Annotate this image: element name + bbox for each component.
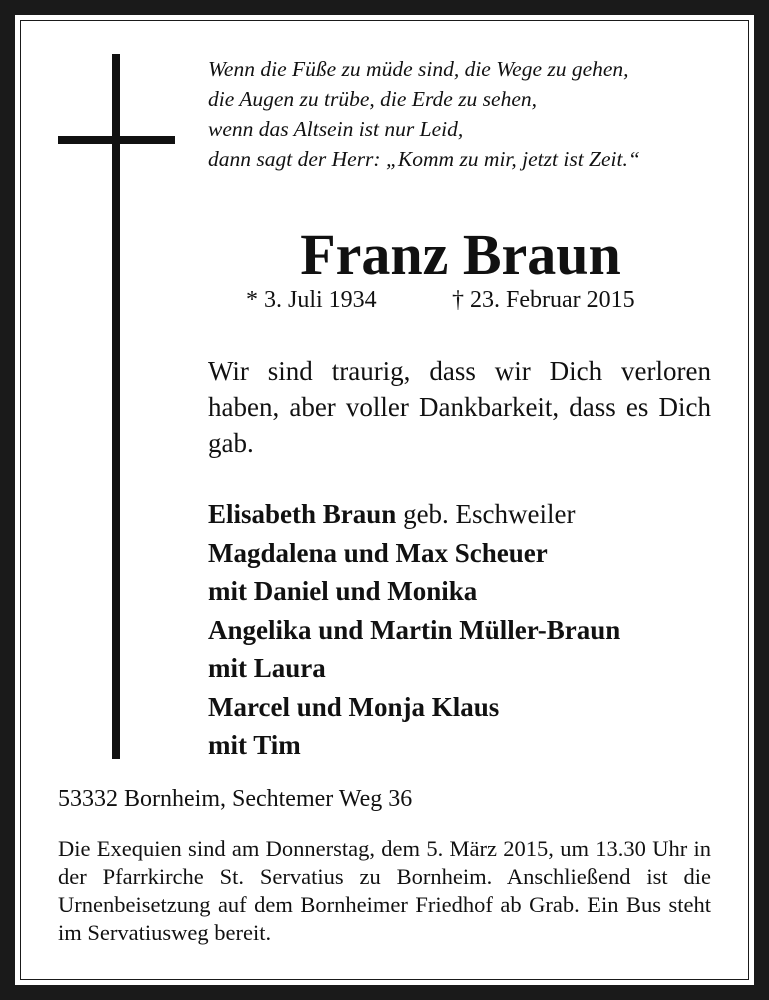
birth-date: * 3. Juli 1934: [246, 287, 377, 313]
condolence-message: Wir sind traurig, dass wir Dich verloren haben, aber voller Dankbarkeit, dass es Dich gab.: [208, 356, 711, 458]
family-list: [208, 495, 728, 765]
widow-maiden-name: geb. Eschweiler: [396, 499, 576, 529]
family-line: mit Tim: [208, 730, 301, 760]
cross-vertical-bar: [112, 54, 120, 759]
family-line: mit Daniel und Monika: [208, 576, 478, 606]
family-line: mit Laura: [208, 653, 326, 683]
poem-line: dann sagt der Herr: „Komm zu mir, jetzt ist Zeit.“: [208, 147, 640, 171]
poem-line: wenn das Altsein ist nur Leid,: [208, 117, 464, 141]
funeral-service-info: Die Exequien sind am Donnerstag, dem 5. März 2015, um 13.30 Uhr in der Pfarrkirche St. Servatius zu Bornheim. Anschließend ist die Urnenbeisetzung auf dem Bornheimer Friedhof ab Grab. Ein Bus steht im Servatiusweg bereit.: [58, 836, 711, 945]
poem-line: die Augen zu trübe, die Erde zu sehen,: [208, 87, 538, 111]
widow-name: Elisabeth Braun: [208, 499, 397, 529]
poem-line: Wenn die Füße zu müde sind, die Wege zu gehen,: [208, 57, 629, 81]
family-line: [208, 495, 728, 534]
family-line: Marcel und Monja Klaus: [208, 691, 500, 722]
family-line: Magdalena und Max Scheuer: [208, 537, 548, 568]
deceased-name: Franz Braun: [300, 222, 621, 287]
family-line: Angelika und Martin Müller-Braun: [208, 614, 621, 645]
family-address: 53332 Bornheim, Sechtemer Weg 36: [58, 786, 413, 812]
poem: [208, 54, 728, 174]
cross-horizontal-bar: [58, 136, 175, 144]
death-date: † 23. Februar 2015: [452, 287, 635, 313]
